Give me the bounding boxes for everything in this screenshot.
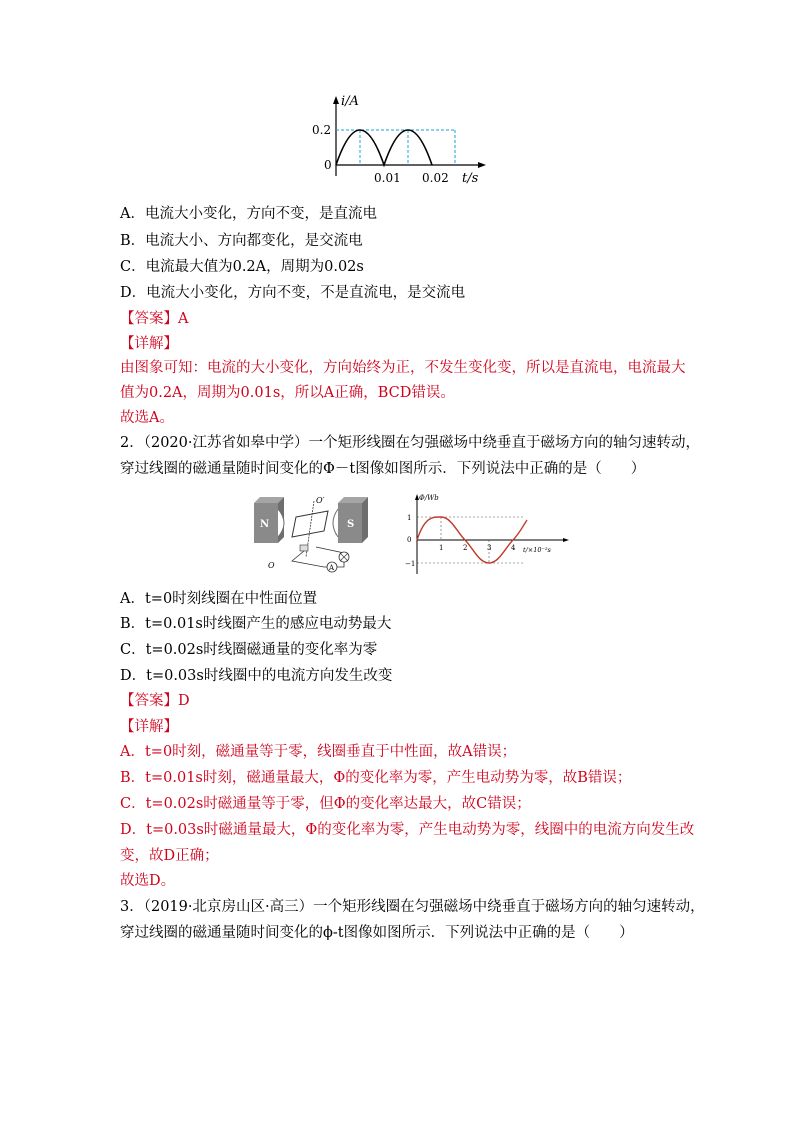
q3-stem-line-1: 3．（2019·北京房山区·高三）一个矩形线圈在匀强磁场中绕垂直于磁场方向的轴匀速转动， <box>120 899 705 915</box>
coil <box>292 511 328 537</box>
q2-option-b: B．t=0.01s时线圈产生的感应电动势最大 <box>120 616 392 632</box>
q1-option-d: D．电流大小变化，方向不变，不是直流电，是交流电 <box>120 285 466 301</box>
q2-explain-line-3: C．t=0.02s时磁通量等于零，但Φ的变化率达最大，故C错误； <box>120 796 531 812</box>
q2-explain-line-2: B．t=0.01s时刻，磁通量最大，Φ的变化率为零，产生电动势为零，故B错误； <box>120 770 632 786</box>
magnet-s-label: S <box>347 519 355 530</box>
y-tick-label: 0.2 <box>312 123 332 137</box>
ammeter-label: A <box>329 564 335 572</box>
q1-option-a: A．电流大小变化，方向不变，是直流电 <box>120 206 377 222</box>
current-curve <box>336 130 432 165</box>
q2-answer: 【答案】D <box>120 693 190 709</box>
y-axis-arrow <box>333 96 339 104</box>
flux-time-graph <box>405 492 575 577</box>
q1-option-b: B．电流大小、方向都变化，是交流电 <box>120 233 363 249</box>
flux-x-tick-1: 1 <box>439 544 444 552</box>
origin-label: 0 <box>324 158 332 172</box>
q2-option-d: D．t=0.03s时线圈中的电流方向发生改变 <box>120 668 393 684</box>
q1-option-c: C．电流最大值为0.2A，周期为0.02s <box>120 259 364 275</box>
q2-option-c: C．t=0.02s时线圈磁通量的变化率为零 <box>120 642 378 658</box>
q1-conclusion: 故选A。 <box>120 410 174 426</box>
q2-explain-line-1: A．t=0时刻，磁通量等于零，线圈垂直于中性面，故A错误； <box>120 744 517 760</box>
x-tick-1-label: 0.01 <box>374 171 401 185</box>
flux-x-tick-4: 4 <box>511 544 516 552</box>
generator-apparatus-figure <box>250 495 390 575</box>
q1-answer: 【答案】A <box>120 311 189 327</box>
flux-x-tick-3: 3 <box>487 544 492 552</box>
q1-explain-line-2: 值为0.2A，周期为0.01s，所以A正确，BCD错误。 <box>120 385 455 401</box>
q2-conclusion: 故选D。 <box>120 873 176 889</box>
q2-stem-line-2: 穿过线圈的磁通量随时间变化的Φ－t图像如图所示．下列说法中正确的是（ ） <box>120 461 646 477</box>
magnet-n-label: N <box>260 519 270 530</box>
q2-stem-line-1: 2．（2020·江苏省如皋中学）一个矩形线圈在匀强磁场中绕垂直于磁场方向的轴匀速转动， <box>120 435 700 451</box>
q2-option-a: A．t=0时刻线圈在中性面位置 <box>120 591 318 607</box>
y-axis-label: i/A <box>341 94 359 109</box>
q2-explain-line-5: 变，故D正确； <box>120 848 219 864</box>
q2-explain-label: 【详解】 <box>120 719 178 735</box>
flux-y-neg: −1 <box>405 560 416 568</box>
flux-origin: 0 <box>407 536 412 544</box>
q1-explain-label: 【详解】 <box>120 336 178 352</box>
flux-y-label: Φ/Wb <box>419 494 439 502</box>
x-tick-2-label: 0.02 <box>422 171 449 185</box>
x-axis-label: t/s <box>462 171 479 186</box>
flux-x-tick-2: 2 <box>463 544 468 552</box>
flux-x-label: t/×10⁻²s <box>523 546 551 554</box>
axis-bottom-label: O <box>268 561 275 570</box>
q2-explain-line-4: D．t=0.03s时磁通量最大，Φ的变化率为零，产生电动势为零，线圈中的电流方向发生改 <box>120 822 695 838</box>
current-time-graph <box>310 92 500 188</box>
flux-y-pos: 1 <box>407 514 412 522</box>
q3-stem-line-2: 穿过线圈的磁通量随时间变化的ϕ-t图像如图所示．下列说法中正确的是（ ） <box>120 925 634 941</box>
x-axis-arrow <box>478 162 486 168</box>
q1-explain-line-1: 由图象可知：电流的大小变化，方向始终为正，不发生变化变，所以是直流电，电流最大 <box>120 360 686 376</box>
axis-top-label: O′ <box>316 496 325 505</box>
